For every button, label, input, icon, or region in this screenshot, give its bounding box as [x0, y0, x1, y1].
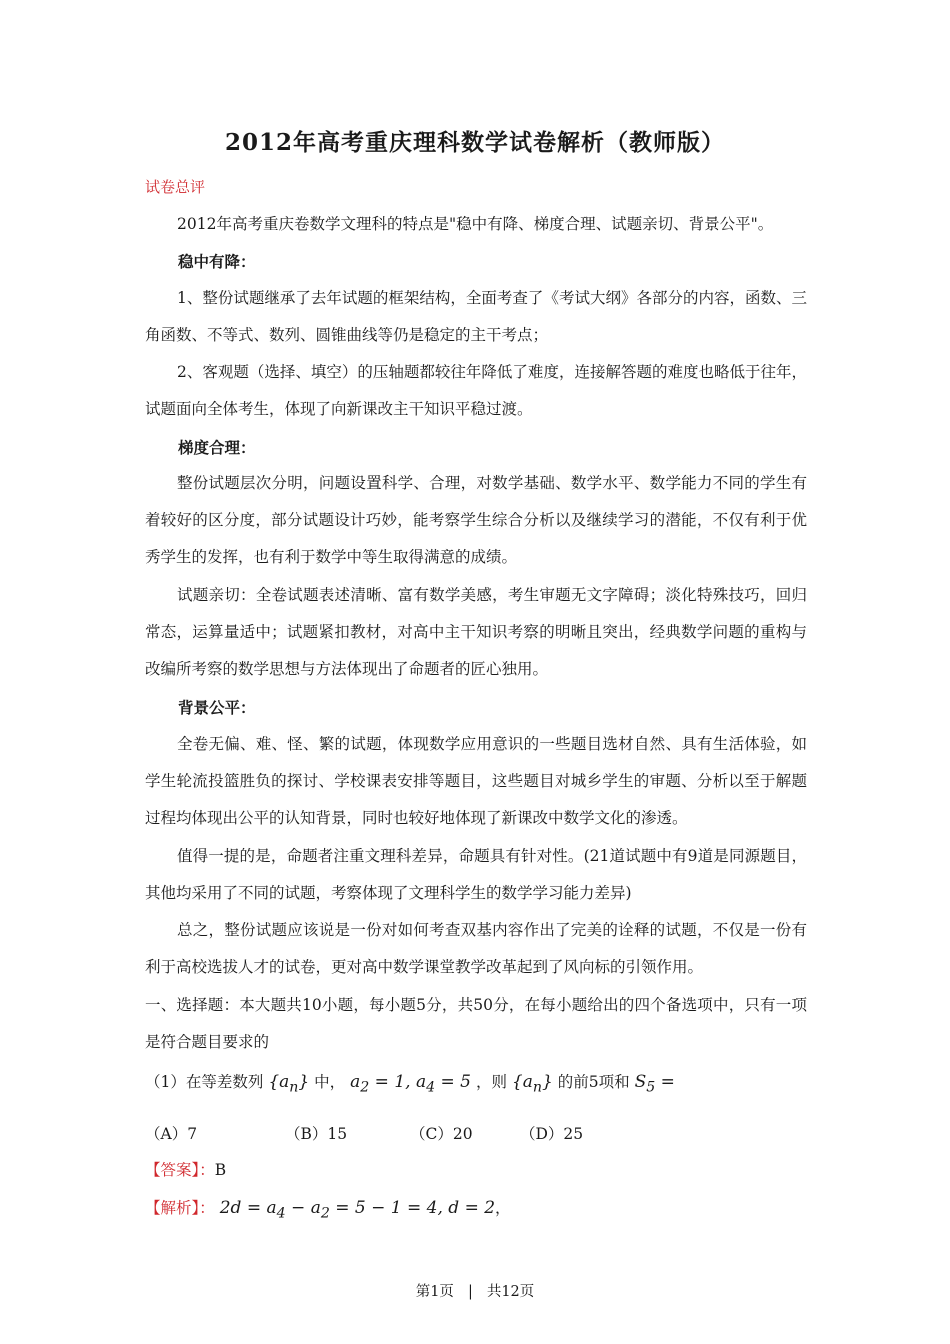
answer-label: 【答案】： [145, 1161, 215, 1179]
heading-gradient: 梯度合理： [178, 438, 256, 457]
paragraph-3: 整份试题层次分明，问题设置科学、合理，对数学基础、数学水平、数学能力不同的学生有着较好的区分度，部分试题设计巧妙，能考察学生综合分析以及继续学习的潜能，不仅有利于优秀学生的发挥，也有利于数学中等生取得满意的成绩。 [145, 474, 807, 566]
paragraph-1: 1、整份试题继承了去年试题的框架结构，全面考查了《考试大纲》各部分的内容，函数、三角函数、不等式、数列、圆锥曲线等仍是稳定的主干考点； [145, 289, 807, 344]
sum-formula: $S_5$ = [634, 1072, 675, 1096]
intro-paragraph: 2012年高考重庆卷数学文理科的特点是"稳中有降、梯度合理、试题亲切、背景公平"。 [177, 215, 774, 233]
paragraph-5: 全卷无偏、难、怪、繁的试题，体现数学应用意识的一些题目选材自然、具有生活体验，如学生轮流投篮胜负的探讨、学校课表安排等题目，这些题目对城乡学生的审题、分析以至于解题过程均体现出公平的认知背景，同时也较好地体现了新课改中数学文化的渗透。 [145, 735, 807, 827]
question-1-prefix: （1）在等差数列 [145, 1073, 264, 1091]
document-title: 2012年高考重庆理科数学试卷解析（教师版） [224, 129, 725, 156]
option-d: （D）25 [520, 1125, 584, 1143]
option-b: （B）15 [285, 1125, 348, 1143]
option-c: （C）20 [410, 1125, 473, 1143]
question-1-mid1: 中， [314, 1073, 346, 1091]
paragraph-4: 试题亲切：全卷试题表述清晰、富有数学美感，考生审题无文字障碍；淡化特殊技巧，回归常态，运算量适中；试题紧扣教材，对高中主干知识考察的明晰且突出，经典数学问题的重构与改编所考察的数学思想与方法体现出了命题者的匠心独用。 [145, 586, 807, 678]
heading-fair: 背景公平： [178, 698, 256, 717]
sequence-formula-2: $\{a_n\}$ [511, 1072, 553, 1096]
question-1-mid3: 的前5项和 [557, 1073, 630, 1091]
given-terms-formula: $a_2 = 1$, $a_4 = 5$ [350, 1072, 471, 1096]
question-1-mid2: ，则 [475, 1073, 507, 1091]
paragraph-2: 2、客观题（选择、填空）的压轴题都较往年降低了难度，连接解答题的难度也略低于往年，试题面向全体考生，体现了向新课改主干知识平稳过渡。 [145, 363, 807, 418]
page-footer [0, 1280, 950, 1301]
footer-separator: | [467, 1284, 473, 1300]
answer-value: B [214, 1161, 227, 1179]
analysis-label: 【解析】： [145, 1199, 215, 1217]
page-number: 第1页 [415, 1284, 454, 1300]
answer-line [145, 1158, 226, 1180]
paragraph-7: 总之，整份试题应该说是一份对如何考查双基内容作出了完美的诠释的试题，不仅是一份有利于高校选拔人才的试卷，更对高中数学课堂教学改革起到了风向标的引领作用。 [145, 921, 807, 976]
heading-stable: 稳中有降： [178, 252, 256, 271]
paragraph-6: 值得一提的是，命题者注重文理科差异，命题具有针对性。(21道试题中有9道是同源题目，其他均采用了不同的试题，考察体现了文理科学生的数学学习能力差异) [145, 847, 807, 902]
page-total: 共12页 [486, 1284, 535, 1300]
analysis-line: 【解析】： $2d = a_4 - a_2 = 5 - 1 = 4$, d = 2， [145, 1198, 511, 1222]
sequence-formula: $\{a_n\}$ [268, 1072, 310, 1096]
option-a: （A）7 [145, 1125, 198, 1143]
part-1-instructions: 一、选择题：本大题共10小题，每小题5分，共50分，在每小题给出的四个备选项中，只有一项是符合题目要求的 [145, 996, 807, 1051]
analysis-formula: $2d = a_4 - a_2 = 5 - 1 = 4$, d = 2 [219, 1198, 496, 1222]
section-label: 试卷总评 [145, 178, 206, 196]
question-1 [145, 1070, 675, 1095]
